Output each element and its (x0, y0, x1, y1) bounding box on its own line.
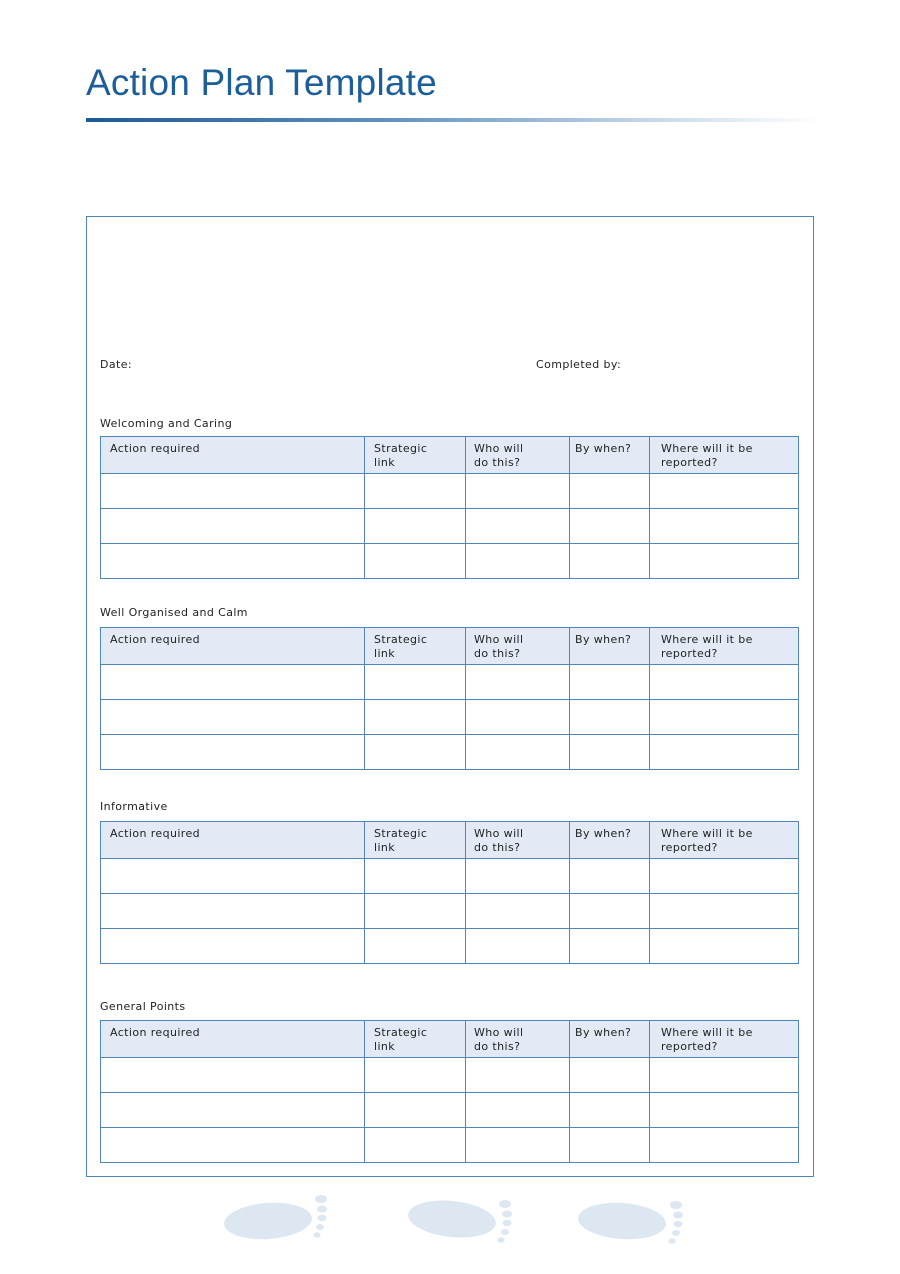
entry-cell[interactable] (365, 1128, 466, 1163)
entry-cell[interactable] (101, 700, 365, 735)
column-header (650, 437, 799, 474)
column-header-line: reported? (661, 840, 718, 854)
entry-cell[interactable] (466, 700, 570, 735)
entry-cell[interactable] (365, 1093, 466, 1128)
entry-cell[interactable] (650, 859, 799, 894)
entry-cell[interactable] (101, 735, 365, 770)
entry-cell[interactable] (365, 544, 466, 579)
entry-cell[interactable] (466, 509, 570, 544)
column-header-line: link (374, 455, 396, 469)
entry-cell[interactable] (101, 509, 365, 544)
entry-cell[interactable] (650, 1093, 799, 1128)
column-header (650, 628, 799, 665)
table-row (101, 1128, 799, 1163)
action-plan-table (100, 1020, 799, 1163)
column-header-line: Strategic (374, 1026, 428, 1039)
column-header (101, 822, 365, 859)
entry-cell[interactable] (365, 700, 466, 735)
table-row (101, 929, 799, 964)
entry-cell[interactable] (570, 474, 650, 509)
table-row (101, 700, 799, 735)
column-header (650, 822, 799, 859)
entry-cell[interactable] (466, 1093, 570, 1128)
entry-cell[interactable] (101, 544, 365, 579)
entry-cell[interactable] (365, 735, 466, 770)
column-header-line: By when? (575, 827, 632, 840)
table-header-row (101, 437, 799, 474)
column-header (101, 437, 365, 474)
table-row (101, 859, 799, 894)
column-header-line: By when? (575, 442, 632, 455)
footprint-icon (406, 1196, 512, 1242)
column-header-line: Action required (110, 1026, 201, 1039)
column-header-line: link (374, 1039, 396, 1053)
column-header (101, 1021, 365, 1058)
table-header-row (101, 628, 799, 665)
table-row (101, 894, 799, 929)
footprints-decoration (0, 1170, 900, 1270)
table-header-row (101, 822, 799, 859)
entry-cell[interactable] (466, 665, 570, 700)
entry-cell[interactable] (101, 894, 365, 929)
column-header-line: do this? (474, 646, 521, 660)
entry-cell[interactable] (650, 474, 799, 509)
column-header (365, 437, 466, 474)
entry-cell[interactable] (570, 1093, 650, 1128)
entry-cell[interactable] (650, 929, 799, 964)
footprint-icon (223, 1195, 327, 1242)
column-header-line: Where will it be (661, 442, 753, 455)
column-header-line: Where will it be (661, 633, 753, 646)
entry-cell[interactable] (650, 894, 799, 929)
column-header-line: link (374, 646, 396, 660)
column-header (466, 628, 570, 665)
entry-cell[interactable] (365, 894, 466, 929)
entry-cell[interactable] (365, 474, 466, 509)
entry-cell[interactable] (101, 1093, 365, 1128)
entry-cell[interactable] (650, 509, 799, 544)
entry-cell[interactable] (570, 735, 650, 770)
column-header (650, 1021, 799, 1058)
page-title: Action Plan Template (86, 62, 437, 103)
column-header-line: Strategic (374, 442, 428, 455)
entry-cell[interactable] (570, 894, 650, 929)
column-header-line: Who will (474, 442, 524, 455)
entry-cell[interactable] (101, 859, 365, 894)
column-header-line: reported? (661, 646, 718, 660)
column-header (365, 1021, 466, 1058)
entry-cell[interactable] (650, 544, 799, 579)
table-row (101, 735, 799, 770)
column-header-line: reported? (661, 1039, 718, 1053)
date-label: Date: (100, 358, 132, 371)
column-header (570, 1021, 650, 1058)
table-row (101, 474, 799, 509)
entry-cell[interactable] (650, 665, 799, 700)
entry-cell[interactable] (365, 665, 466, 700)
entry-cell[interactable] (466, 544, 570, 579)
column-header (365, 822, 466, 859)
section-title: Informative (100, 800, 168, 813)
entry-cell[interactable] (650, 1058, 799, 1093)
table-row (101, 1093, 799, 1128)
section-title: General Points (100, 1000, 186, 1013)
entry-cell[interactable] (101, 665, 365, 700)
entry-cell[interactable] (466, 929, 570, 964)
column-header-line: Strategic (374, 633, 428, 646)
column-header-line: By when? (575, 633, 632, 646)
column-header-line: Who will (474, 827, 524, 840)
entry-cell[interactable] (570, 929, 650, 964)
entry-cell[interactable] (365, 929, 466, 964)
column-header-line: Action required (110, 633, 201, 646)
column-header-line: do this? (474, 455, 521, 469)
entry-cell[interactable] (650, 700, 799, 735)
column-header-line: do this? (474, 840, 521, 854)
column-header-line: link (374, 840, 396, 854)
column-header-line: Where will it be (661, 827, 753, 840)
entry-cell[interactable] (650, 1128, 799, 1163)
entry-cell[interactable] (466, 1128, 570, 1163)
column-header (570, 822, 650, 859)
footprint-icon (577, 1200, 683, 1244)
column-header-line: By when? (575, 1026, 632, 1039)
entry-cell[interactable] (466, 894, 570, 929)
column-header (466, 822, 570, 859)
entry-cell[interactable] (570, 509, 650, 544)
column-header (466, 437, 570, 474)
action-plan-table (100, 821, 799, 964)
table-row (101, 544, 799, 579)
column-header (570, 628, 650, 665)
column-header-line: Who will (474, 633, 524, 646)
entry-cell[interactable] (570, 544, 650, 579)
table-row (101, 509, 799, 544)
column-header (101, 628, 365, 665)
column-header-line: do this? (474, 1039, 521, 1053)
title-underline (86, 118, 820, 122)
column-header (466, 1021, 570, 1058)
table-header-row (101, 1021, 799, 1058)
column-header-line: Strategic (374, 827, 428, 840)
section-title: Welcoming and Caring (100, 417, 233, 430)
column-header-line: Who will (474, 1026, 524, 1039)
entry-cell[interactable] (365, 859, 466, 894)
entry-cell[interactable] (101, 474, 365, 509)
column-header-line: reported? (661, 455, 718, 469)
entry-cell[interactable] (466, 859, 570, 894)
entry-cell[interactable] (570, 859, 650, 894)
section-title: Well Organised and Calm (100, 606, 248, 619)
column-header-line: Action required (110, 442, 201, 455)
entry-cell[interactable] (466, 1058, 570, 1093)
entry-cell[interactable] (101, 1128, 365, 1163)
entry-cell[interactable] (365, 509, 466, 544)
entry-cell[interactable] (101, 1058, 365, 1093)
column-header (365, 628, 466, 665)
entry-cell[interactable] (365, 1058, 466, 1093)
entry-cell[interactable] (570, 665, 650, 700)
action-plan-table (100, 627, 799, 770)
entry-cell[interactable] (570, 1128, 650, 1163)
entry-cell[interactable] (466, 735, 570, 770)
entry-cell[interactable] (570, 700, 650, 735)
entry-cell[interactable] (466, 474, 570, 509)
completed-by-label: Completed by: (536, 358, 622, 371)
entry-cell[interactable] (570, 1058, 650, 1093)
action-plan-table (100, 436, 799, 579)
table-row (101, 665, 799, 700)
column-header-line: Where will it be (661, 1026, 753, 1039)
column-header (570, 437, 650, 474)
entry-cell[interactable] (101, 929, 365, 964)
entry-cell[interactable] (650, 735, 799, 770)
table-row (101, 1058, 799, 1093)
column-header-line: Action required (110, 827, 201, 840)
